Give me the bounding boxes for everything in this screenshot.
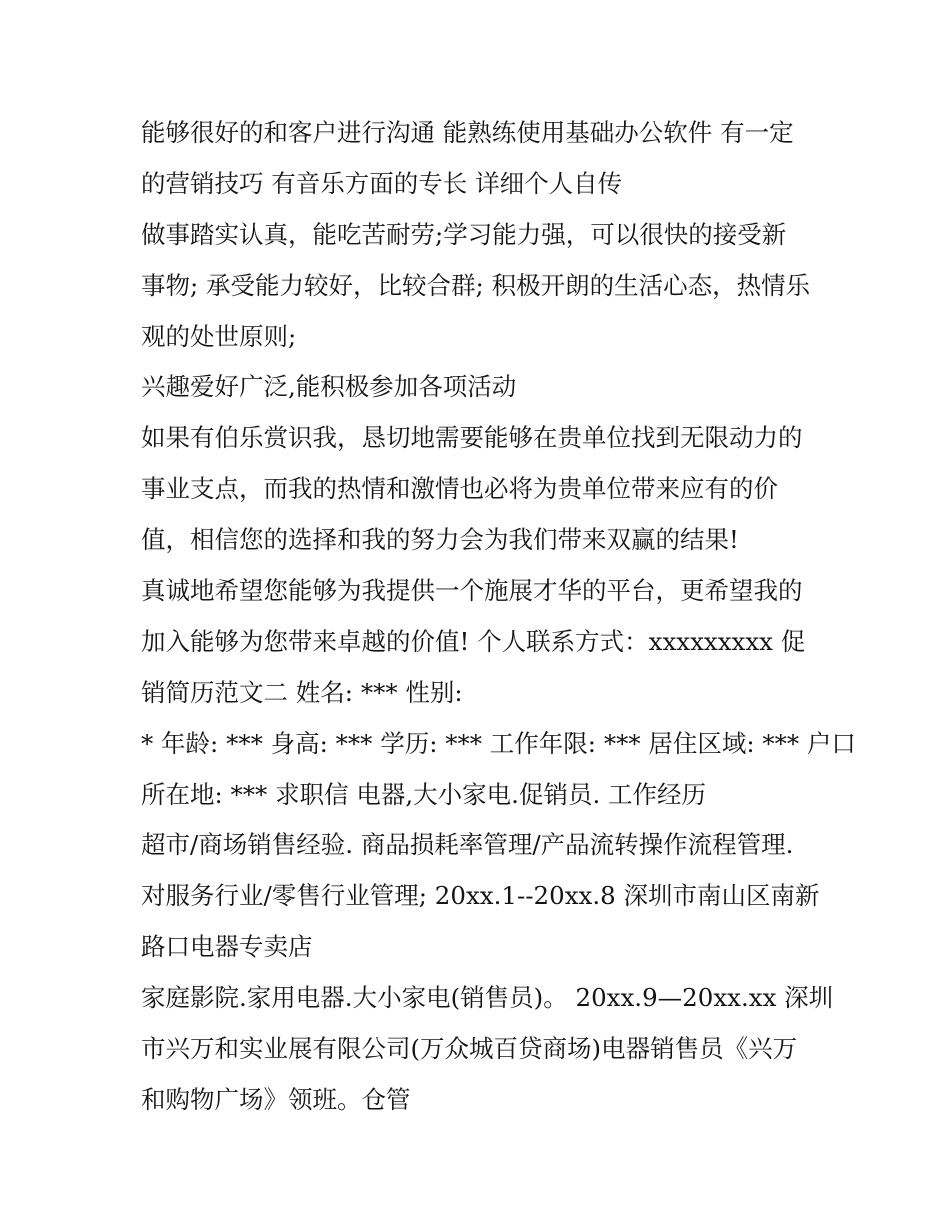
text-line: 的营销技巧 有音乐方面的专长 详细个人自传 [141,168,623,198]
text-line: 超市/商场销售经验. 商品损耗率管理/产品流转操作流程管理. [141,830,794,860]
text-line: 值，相信您的选择和我的努力会为我们带来双赢的结果! [141,525,739,555]
text-line: 所在地: *** 求职信 电器,大小家电.促销员. 工作经历 [141,779,707,809]
text-line: 观的处世原则; [141,321,297,351]
text-line: 能够很好的和客户进行沟通 能熟练使用基础办公软件 有一定 [141,118,794,147]
text-line: 和购物广场》领班。仓管 [141,1084,411,1114]
text-line: 如果有伯乐赏识我，恳切地需要能够在贵单位找到无限动力的 [141,423,803,453]
text-line: 事物; 承受能力较好，比较合群; 积极开朗的生活心态，热情乐 [141,270,811,300]
text-line: 对服务行业/零售行业管理; 20xx.1--20xx.8 深圳市南山区南新 [141,881,820,911]
text-line: 兴趣爱好广泛,能积极参加各项活动 [141,372,517,402]
text-line: 事业支点，而我的热情和激情也必将为贵单位带来应有的价 [141,474,778,504]
text-line: 加入能够为您带来卓越的价值! 个人联系方式：xxxxxxxxx 促 [141,626,806,656]
text-line: 真诚地希望您能够为我提供一个施展才华的平台，更希望我的 [141,576,803,606]
text-line: 家庭影院.家用电器.大小家电(销售员)。 20xx.9—20xx.xx 深圳 [141,983,834,1013]
text-line: 销简历范文二 姓名: *** 性别: [141,677,463,707]
text-line: 做事踏实认真，能吃苦耐劳;学习能力强，可以很快的接受新 [141,219,787,249]
text-line: 路口电器专卖店 [141,932,313,962]
document-body [141,108,856,1126]
text-line: 市兴万和实业展有限公司(万众城百贷商场)电器销售员《兴万 [141,1034,798,1064]
text-line: * 年龄: *** 身高: *** 学历: *** 工作年限: *** 居住区域: *** 户口 [141,728,856,758]
